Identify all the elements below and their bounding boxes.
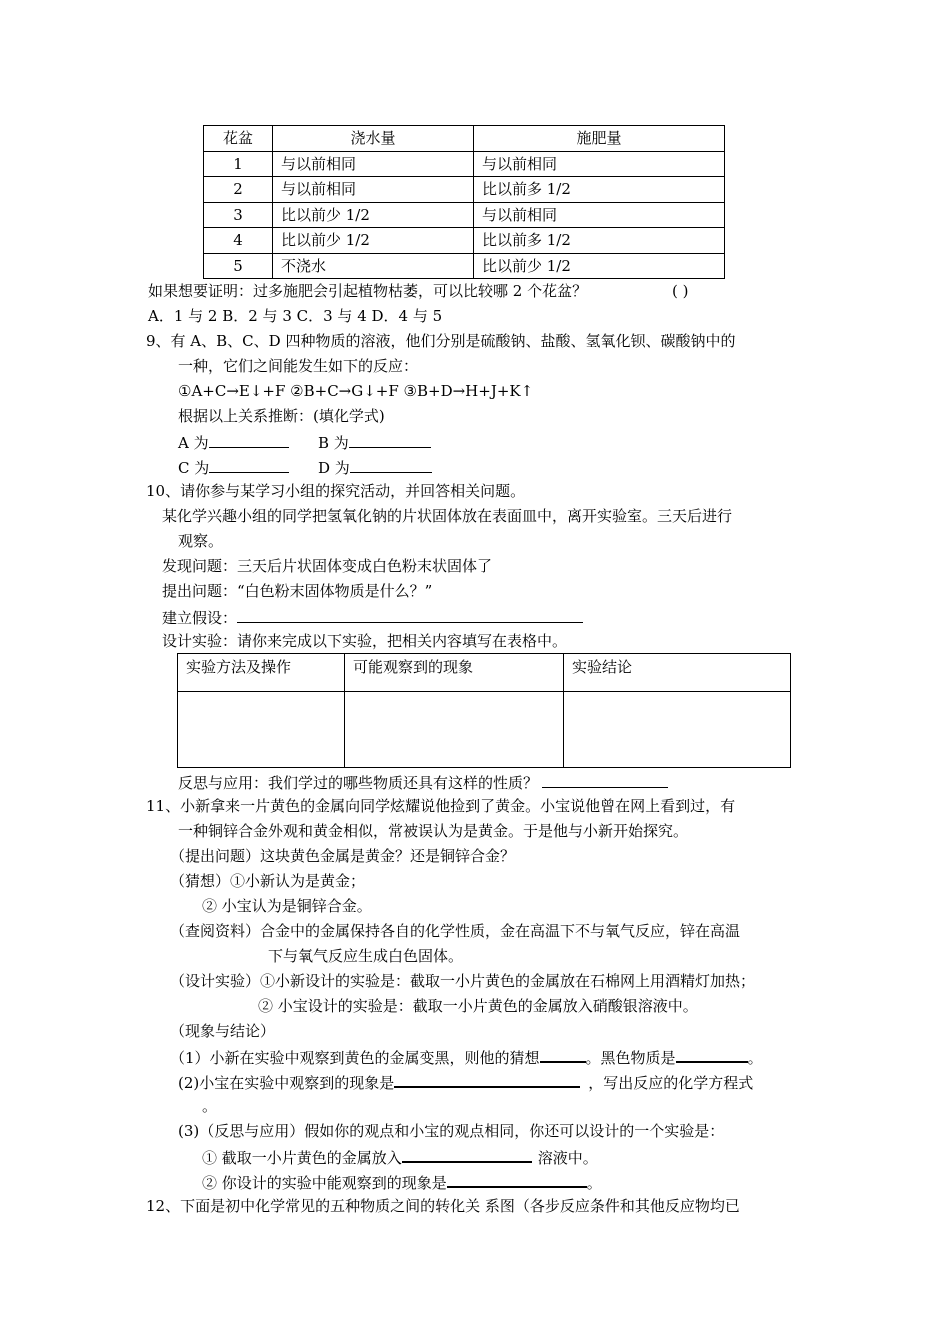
table-header-cell: 实验结论 bbox=[564, 654, 791, 692]
q10-hypothesis-blank[interactable] bbox=[237, 606, 583, 623]
table-cell: 与以前相同 bbox=[273, 151, 474, 177]
q9-a-label: A 为 bbox=[178, 434, 209, 452]
q11-part3-a bbox=[202, 1146, 598, 1168]
q11-raise: （提出问题）这块黄色金属是黄金？还是铜锌合金？ bbox=[170, 847, 516, 865]
q11-ref-line2: 下与氧气反应生成白色固体。 bbox=[268, 947, 464, 965]
q10-reflect-blank[interactable] bbox=[542, 771, 668, 788]
table-header-row bbox=[204, 126, 725, 152]
table-row bbox=[204, 253, 725, 279]
q9-answer-b bbox=[318, 431, 431, 453]
table-cell: 比以前少 1/2 bbox=[273, 228, 474, 254]
table-header-cell: 花盆 bbox=[204, 126, 273, 152]
q9-c-blank[interactable] bbox=[209, 456, 289, 473]
q9-answer-a bbox=[178, 431, 289, 453]
q11-part3-a-end: 溶液中。 bbox=[537, 1149, 598, 1167]
table-cell: 与以前相同 bbox=[273, 177, 474, 203]
q9-answer-c bbox=[178, 456, 289, 478]
q11-part2-end: 。 bbox=[202, 1097, 218, 1115]
q11-ref-line1: （查阅资料）合金中的金属保持各自的化学性质，金在高温下不与氧气反应，锌在高温 bbox=[170, 922, 741, 940]
q10-reflect bbox=[178, 771, 668, 793]
flowerpot-table bbox=[203, 125, 725, 279]
table-cell-input[interactable] bbox=[178, 692, 345, 768]
table-row bbox=[204, 202, 725, 228]
q11-part1-end: 。 bbox=[747, 1049, 763, 1067]
q9-c-label: C 为 bbox=[178, 459, 210, 477]
table-cell: 3 bbox=[204, 202, 273, 228]
q10-hypothesis-label: 建立假设： bbox=[162, 609, 238, 627]
q9-reactions: ①A+C→E↓+F ②B+C→G↓+F ③B+D→H+J+K↑ bbox=[178, 382, 534, 400]
q11-part1-text2: 。黑色物质是 bbox=[585, 1049, 676, 1067]
table-cell: 与以前相同 bbox=[474, 151, 725, 177]
table-cell: 比以前多 1/2 bbox=[474, 177, 725, 203]
q10-hypothesis bbox=[162, 606, 583, 628]
q11-design-line2: ② 小宝设计的实验是：截取一小片黄色的金属放入硝酸银溶液中。 bbox=[258, 997, 698, 1015]
q11-guess1: （猜想）①小新认为是黄金； bbox=[170, 872, 366, 890]
q10-stem-line1: 10、请你参与某学习小组的探究活动，并回答相关问题。 bbox=[146, 482, 526, 500]
q9-d-blank[interactable] bbox=[350, 456, 432, 473]
q10-stem-line2: 某化学兴趣小组的同学把氢氧化钠的片状固体放在表面皿中，离开实验室。三天后进行 bbox=[162, 507, 733, 525]
q12-stem-line1: 12、下面是初中化学常见的五种物质之间的转化关 系图（各步反应条件和其他反应物均已 bbox=[146, 1197, 740, 1215]
table-row bbox=[204, 151, 725, 177]
q9-stem-line2: 一种，它们之间能发生如下的反应： bbox=[178, 357, 419, 375]
q11-phenomenon-heading: （现象与结论） bbox=[170, 1022, 276, 1040]
q9-b-label: B 为 bbox=[318, 434, 349, 452]
table-cell: 1 bbox=[204, 151, 273, 177]
q9-b-blank[interactable] bbox=[349, 431, 431, 448]
table-header-cell: 可能观察到的现象 bbox=[345, 654, 564, 692]
table-cell: 5 bbox=[204, 253, 273, 279]
q11-stem-line1: 11、小新拿来一片黄色的金属向同学炫耀说他捡到了黄金。小宝说他曾在网上看到过，有 bbox=[146, 797, 736, 815]
q11-design-line1: （设计实验）①小新设计的实验是：截取一小片黄色的金属放在石棉网上用酒精灯加热； bbox=[170, 972, 756, 990]
q9-instruction: 根据以上关系推断：(填化学式) bbox=[178, 407, 385, 425]
q9-answer-d bbox=[318, 456, 432, 478]
q8-question: 如果想要证明：过多施肥会引起植物枯萎，可以比较哪 2 个花盆？ bbox=[148, 282, 588, 300]
q10-reflect-label: 反思与应用：我们学过的哪些物质还具有这样的性质？ bbox=[178, 774, 539, 792]
q9-d-label: D 为 bbox=[318, 459, 350, 477]
table-header-row bbox=[178, 654, 791, 692]
table-cell: 不浇水 bbox=[273, 253, 474, 279]
table-cell: 2 bbox=[204, 177, 273, 203]
table-header-cell: 浇水量 bbox=[273, 126, 474, 152]
q8-answer-paren: ( ) bbox=[672, 282, 689, 300]
q11-part2 bbox=[178, 1071, 753, 1093]
q11-guess-blank[interactable] bbox=[540, 1046, 586, 1063]
q10-design: 设计实验：请你来完成以下实验，把相关内容填写在表格中。 bbox=[162, 632, 568, 650]
q10-stem-line3: 观察。 bbox=[178, 532, 224, 550]
table-cell: 与以前相同 bbox=[474, 202, 725, 228]
experiment-table bbox=[177, 653, 791, 768]
q9-stem-line1: 9、有 A、B、C、D 四种物质的溶液，他们分别是硫酸钠、盐酸、氢氧化钡、碳酸钠中的 bbox=[146, 332, 736, 350]
table-row bbox=[204, 177, 725, 203]
q11-part3-b bbox=[202, 1171, 602, 1193]
q11-black-substance-blank[interactable] bbox=[676, 1046, 748, 1063]
table-cell: 比以前多 1/2 bbox=[474, 228, 725, 254]
q11-solution-blank[interactable] bbox=[402, 1146, 532, 1163]
q11-part2-text2: ，写出反应的化学方程式 bbox=[588, 1074, 754, 1092]
q11-part3-a-text: ① 截取一小片黄色的金属放入 bbox=[202, 1149, 402, 1167]
q11-part1-text: （1）小新在实验中观察到黄色的金属变黑，则他的猜想 bbox=[170, 1049, 540, 1067]
q11-phenomenon-blank[interactable] bbox=[394, 1071, 580, 1088]
q8-options: A．1 与 2 B．2 与 3 C．3 与 4 D．4 与 5 bbox=[148, 307, 443, 325]
table-cell-input[interactable] bbox=[345, 692, 564, 768]
table-cell: 4 bbox=[204, 228, 273, 254]
table-cell-input[interactable] bbox=[564, 692, 791, 768]
q10-raise: 提出问题：“白色粉末固体物质是什么？” bbox=[162, 582, 433, 600]
q11-part1 bbox=[170, 1046, 763, 1068]
q9-a-blank[interactable] bbox=[209, 431, 289, 448]
table-row bbox=[178, 692, 791, 768]
q11-guess2: ② 小宝认为是铜锌合金。 bbox=[202, 897, 372, 915]
q11-part3-b-end: 。 bbox=[586, 1174, 602, 1192]
table-cell: 比以前少 1/2 bbox=[273, 202, 474, 228]
table-cell: 比以前少 1/2 bbox=[474, 253, 725, 279]
q11-part3: (3)（反思与应用）假如你的观点和小宝的观点相同，你还可以设计的一个实验是： bbox=[178, 1122, 725, 1140]
q11-observation-blank[interactable] bbox=[447, 1171, 587, 1188]
table-header-cell: 实验方法及操作 bbox=[178, 654, 345, 692]
q11-stem-line2: 一种铜锌合金外观和黄金相似，常被误认为是黄金。于是他与小新开始探究。 bbox=[178, 822, 689, 840]
q11-part2-text: (2)小宝在实验中观察到的现象是 bbox=[178, 1074, 395, 1092]
table-row bbox=[204, 228, 725, 254]
q11-part3-b-text: ② 你设计的实验中能观察到的现象是 bbox=[202, 1174, 447, 1192]
table-header-cell: 施肥量 bbox=[474, 126, 725, 152]
q10-discover: 发现问题：三天后片状固体变成白色粉末状固体了 bbox=[162, 557, 493, 575]
